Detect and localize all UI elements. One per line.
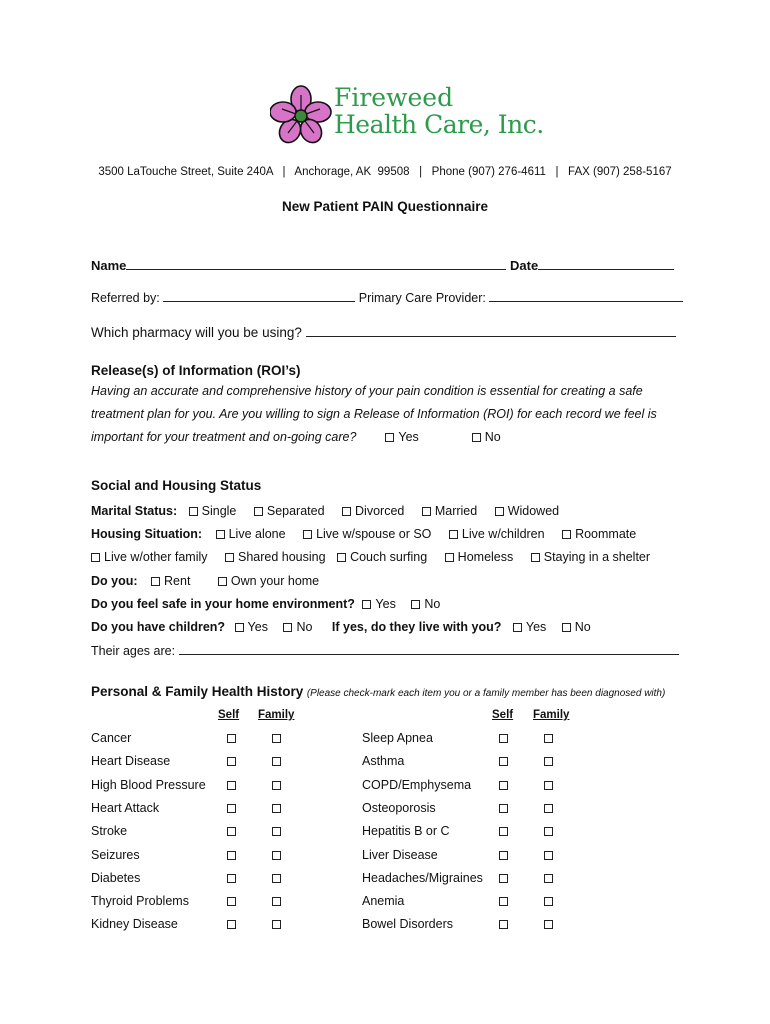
marital-single-checkbox[interactable]	[189, 507, 198, 516]
own-home-checkbox[interactable]	[218, 577, 227, 586]
children-no-checkbox[interactable]	[283, 623, 292, 632]
history-note: (Please check-mark each item you or a family member has been diagnosed with)	[306, 688, 666, 699]
rent-label: Rent	[164, 574, 191, 588]
roi-text-line-3: important for your treatment and on-going care?	[91, 430, 357, 444]
history-family-checkbox[interactable]	[272, 920, 281, 929]
roi-yes-checkbox[interactable]	[385, 433, 394, 442]
history-family-checkbox[interactable]	[272, 804, 281, 813]
housing-option-couch: Couch surfing	[350, 550, 428, 564]
history-family-checkbox[interactable]	[544, 734, 553, 743]
housing-option-alone: Live alone	[228, 527, 286, 541]
history-family-checkbox[interactable]	[272, 827, 281, 836]
referral-row	[91, 291, 683, 305]
housing-alone-checkbox[interactable]	[216, 530, 225, 539]
marital-option-single: Single	[201, 504, 237, 518]
history-family-checkbox[interactable]	[544, 874, 553, 883]
safe-yes-label: Yes	[375, 597, 396, 611]
marital-divorced-checkbox[interactable]	[342, 507, 351, 516]
history-family-checkbox[interactable]	[544, 804, 553, 813]
live-with-yes-label: Yes	[525, 620, 547, 634]
history-self-checkbox[interactable]	[499, 897, 508, 906]
history-item-right: COPD/Emphysema	[362, 778, 472, 792]
ages-row	[91, 644, 679, 658]
roi-question-row	[91, 430, 501, 444]
history-item-right: Headaches/Migraines	[362, 871, 483, 885]
do-you-label: Do you:	[91, 574, 138, 588]
referred-input-line[interactable]	[163, 291, 355, 302]
housing-other-family-checkbox[interactable]	[91, 553, 100, 562]
history-item-left: Heart Disease	[91, 754, 171, 768]
live-with-no-checkbox[interactable]	[562, 623, 571, 632]
history-family-checkbox[interactable]	[272, 734, 281, 743]
history-self-checkbox[interactable]	[227, 734, 236, 743]
roi-yes-label: Yes	[398, 430, 419, 444]
history-self-checkbox[interactable]	[227, 781, 236, 790]
safe-no-label: No	[424, 597, 441, 611]
family-column-header-right: Family	[533, 709, 570, 721]
history-family-checkbox[interactable]	[544, 920, 553, 929]
housing-option-shelter: Staying in a shelter	[543, 550, 651, 564]
housing-spouse-checkbox[interactable]	[303, 530, 312, 539]
history-family-checkbox[interactable]	[544, 827, 553, 836]
housing-label: Housing Situation:	[91, 527, 203, 541]
fireweed-flower-icon	[270, 85, 332, 147]
pharmacy-label: Which pharmacy will you be using?	[91, 325, 302, 340]
date-label: Date	[510, 258, 539, 273]
ages-input-line[interactable]	[179, 644, 679, 655]
history-self-checkbox[interactable]	[499, 827, 508, 836]
children-row	[91, 620, 591, 634]
history-self-checkbox[interactable]	[227, 897, 236, 906]
history-item-right: Osteoporosis	[362, 801, 436, 815]
name-label: Name	[91, 258, 127, 273]
live-with-yes-checkbox[interactable]	[513, 623, 522, 632]
housing-shelter-checkbox[interactable]	[531, 553, 540, 562]
history-item-left: Stroke	[91, 824, 128, 838]
history-item-left: Diabetes	[91, 871, 141, 885]
pcp-input-line[interactable]	[489, 291, 683, 302]
history-item-right: Bowel Disorders	[362, 917, 454, 931]
do-you-row	[91, 574, 319, 588]
history-family-checkbox[interactable]	[544, 851, 553, 860]
date-input-line[interactable]	[538, 259, 674, 270]
history-item-right: Asthma	[362, 754, 405, 768]
history-item-right: Liver Disease	[362, 848, 438, 862]
safe-home-label: Do you feel safe in your home environment?	[91, 597, 355, 611]
marital-option-divorced: Divorced	[355, 504, 405, 518]
history-family-checkbox[interactable]	[272, 757, 281, 766]
housing-children-checkbox[interactable]	[449, 530, 458, 539]
history-self-checkbox[interactable]	[227, 804, 236, 813]
children-yes-checkbox[interactable]	[235, 623, 244, 632]
marital-separated-checkbox[interactable]	[254, 507, 263, 516]
history-family-checkbox[interactable]	[272, 851, 281, 860]
history-self-checkbox[interactable]	[227, 757, 236, 766]
marital-option-widowed: Widowed	[507, 504, 560, 518]
safe-yes-checkbox[interactable]	[362, 600, 371, 609]
history-item-right: Anemia	[362, 894, 405, 908]
marital-label: Marital Status:	[91, 504, 178, 518]
housing-option-roommate: Roommate	[575, 527, 637, 541]
marital-status-row	[91, 504, 559, 518]
page-title: New Patient PAIN Questionnaire	[281, 199, 489, 214]
history-self-checkbox[interactable]	[227, 920, 236, 929]
logo-line-1: Fireweed	[334, 83, 454, 112]
pcp-label: Primary Care Provider:	[358, 291, 486, 305]
history-self-checkbox[interactable]	[499, 874, 508, 883]
live-with-label: If yes, do they live with you?	[331, 620, 502, 634]
history-family-checkbox[interactable]	[272, 874, 281, 883]
ages-label: Their ages are:	[91, 644, 176, 658]
children-label: Do you have children?	[91, 620, 226, 634]
history-item-right: Sleep Apnea	[362, 731, 433, 745]
marital-widowed-checkbox[interactable]	[495, 507, 504, 516]
children-yes-label: Yes	[247, 620, 268, 634]
history-self-checkbox[interactable]	[227, 851, 236, 860]
pharmacy-input-line[interactable]	[306, 326, 676, 337]
self-column-header-right: Self	[492, 709, 514, 721]
pharmacy-row	[91, 325, 676, 340]
history-self-checkbox[interactable]	[499, 920, 508, 929]
history-heading: Personal & Family Health History	[91, 684, 304, 699]
history-item-right: Hepatitis B or C	[362, 824, 450, 838]
history-item-left: Cancer	[91, 731, 132, 745]
history-family-checkbox[interactable]	[544, 781, 553, 790]
company-logo	[270, 83, 544, 145]
history-self-checkbox[interactable]	[499, 734, 508, 743]
history-family-checkbox[interactable]	[272, 781, 281, 790]
children-no-label: No	[296, 620, 313, 634]
history-self-checkbox[interactable]	[227, 874, 236, 883]
history-self-checkbox[interactable]	[499, 781, 508, 790]
housing-roommate-checkbox[interactable]	[562, 530, 571, 539]
roi-text-line-1: Having an accurate and comprehensive history of your pain condition is essential for creating a safe	[91, 384, 643, 398]
history-heading-row	[91, 684, 665, 699]
roi-text-line-2: treatment plan for you. Are you willing to sign a Release of Information (ROI) for each record we feel is	[91, 407, 657, 421]
safe-home-row	[91, 597, 440, 611]
history-family-checkbox[interactable]	[544, 897, 553, 906]
history-self-checkbox[interactable]	[227, 827, 236, 836]
social-heading: Social and Housing Status	[91, 478, 262, 493]
referred-label: Referred by:	[91, 291, 160, 305]
name-field-row	[91, 258, 674, 273]
housing-homeless-checkbox[interactable]	[445, 553, 454, 562]
housing-couch-checkbox[interactable]	[337, 553, 346, 562]
company-address: 3500 LaTouche Street, Suite 240A | Anchorage, AK 99508 | Phone (907) 276-4611 | FAX (907) 258-5167	[98, 166, 672, 178]
safe-no-checkbox[interactable]	[411, 600, 420, 609]
family-column-header-left: Family	[258, 709, 295, 721]
roi-no-label: No	[484, 430, 501, 444]
housing-option-other-family: Live w/other family	[104, 550, 208, 564]
marital-option-married: Married	[434, 504, 478, 518]
name-input-line[interactable]	[126, 259, 506, 270]
housing-row-2	[91, 550, 650, 564]
housing-option-spouse: Live w/spouse or SO	[316, 527, 432, 541]
housing-option-homeless: Homeless	[457, 550, 514, 564]
housing-option-children: Live w/children	[461, 527, 545, 541]
housing-row-1	[91, 527, 636, 541]
own-home-label: Own your home	[230, 574, 320, 588]
marital-option-separated: Separated	[266, 504, 325, 518]
roi-no-checkbox[interactable]	[472, 433, 481, 442]
history-item-left: Heart Attack	[91, 801, 160, 815]
housing-shared-checkbox[interactable]	[225, 553, 234, 562]
history-item-left: Thyroid Problems	[91, 894, 189, 908]
self-column-header-left: Self	[218, 709, 240, 721]
roi-heading: Release(s) of Information (ROI’s)	[91, 363, 301, 378]
history-family-checkbox[interactable]	[272, 897, 281, 906]
history-item-left: Seizures	[91, 848, 140, 862]
history-family-checkbox[interactable]	[544, 757, 553, 766]
marital-married-checkbox[interactable]	[422, 507, 431, 516]
live-with-no-label: No	[574, 620, 591, 634]
history-self-checkbox[interactable]	[499, 851, 508, 860]
history-item-left: High Blood Pressure	[91, 778, 206, 792]
logo-line-2: Health Care, Inc.	[334, 110, 544, 139]
housing-option-shared: Shared housing	[238, 550, 326, 564]
history-self-checkbox[interactable]	[499, 757, 508, 766]
rent-checkbox[interactable]	[151, 577, 160, 586]
history-self-checkbox[interactable]	[499, 804, 508, 813]
history-item-left: Kidney Disease	[91, 917, 178, 931]
